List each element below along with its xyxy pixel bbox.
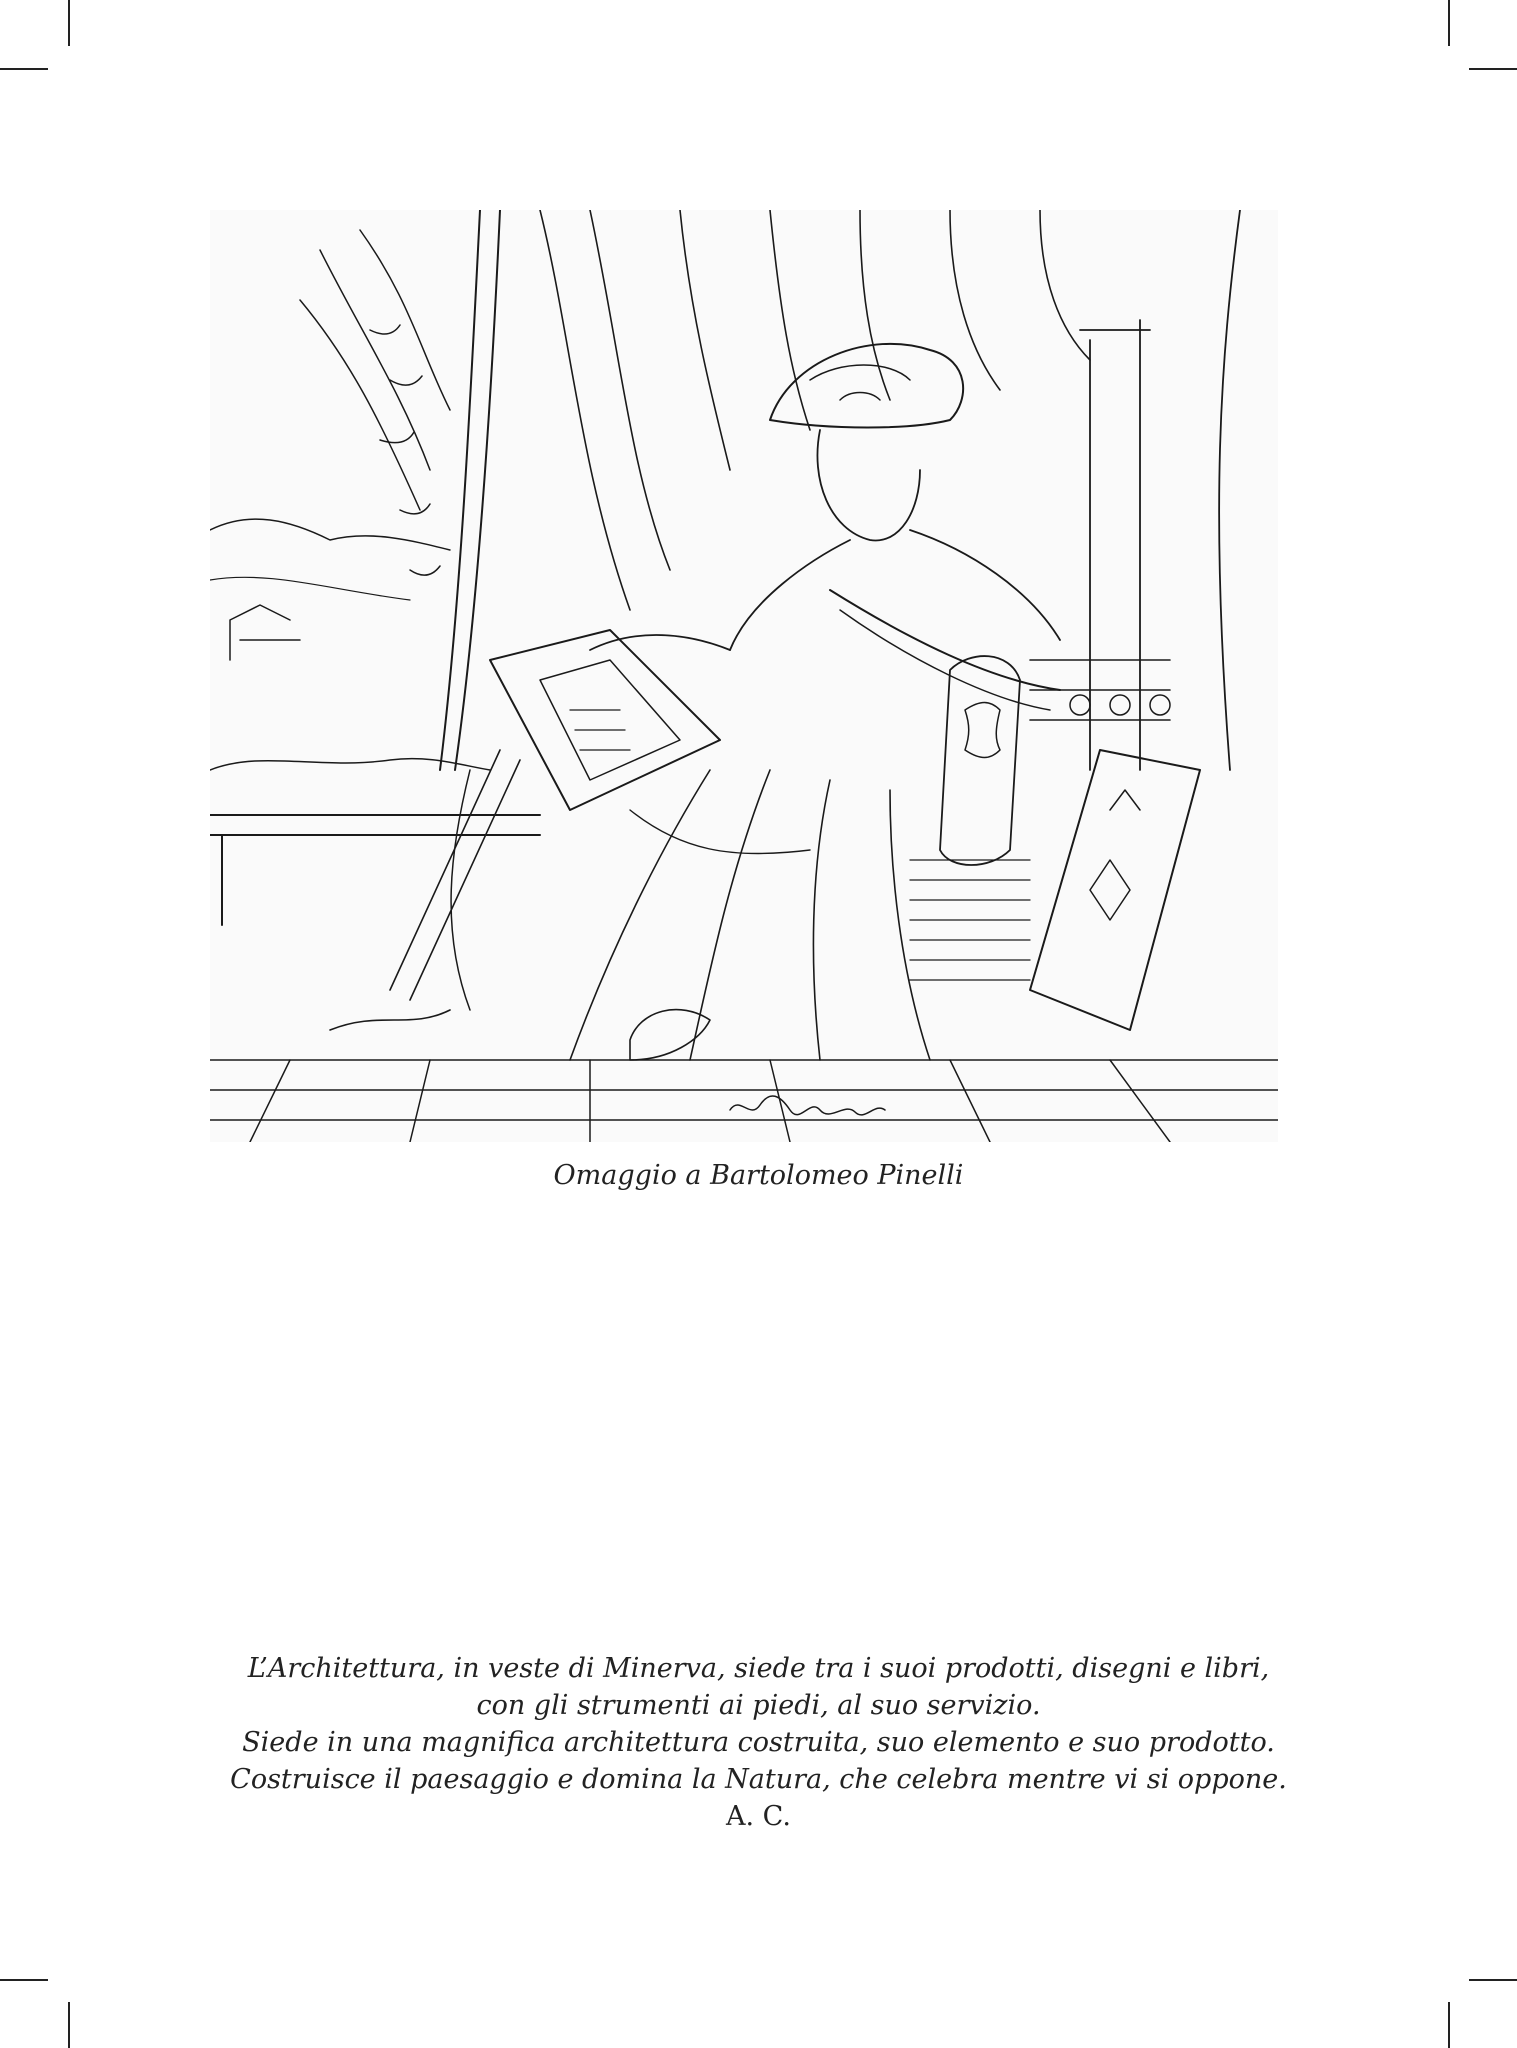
epigraph-line: con gli strumenti ai piedi, al suo servizio. [476, 1690, 1041, 1721]
crop-mark-bottom-right-vertical [1448, 2002, 1450, 2048]
crop-mark-top-left-vertical [68, 0, 70, 46]
epigraph-line: Costruisce il paesaggio e domina la Natura, che celebra mentre vi si oppone. [230, 1764, 1287, 1795]
epigraph-signature: A. C. [726, 1801, 791, 1832]
figure-caption: Omaggio a Bartolomeo Pinelli [553, 1160, 964, 1191]
crop-mark-bottom-right-horizontal [1469, 1979, 1517, 1981]
crop-mark-top-right-vertical [1448, 0, 1450, 46]
crop-mark-bottom-left-vertical [68, 2002, 70, 2048]
epigraph [0, 1650, 1517, 1835]
crop-mark-bottom-left-horizontal [0, 1979, 48, 1981]
figure-illustration [210, 210, 1278, 1142]
crop-mark-top-left-horizontal [0, 68, 48, 70]
epigraph-line: L’Architettura, in veste di Minerva, siede tra i suoi prodotti, disegni e libri, [247, 1653, 1270, 1684]
crop-mark-top-right-horizontal [1469, 68, 1517, 70]
epigraph-line: Siede in una magnifica architettura costruita, suo elemento e suo prodotto. [242, 1727, 1275, 1758]
